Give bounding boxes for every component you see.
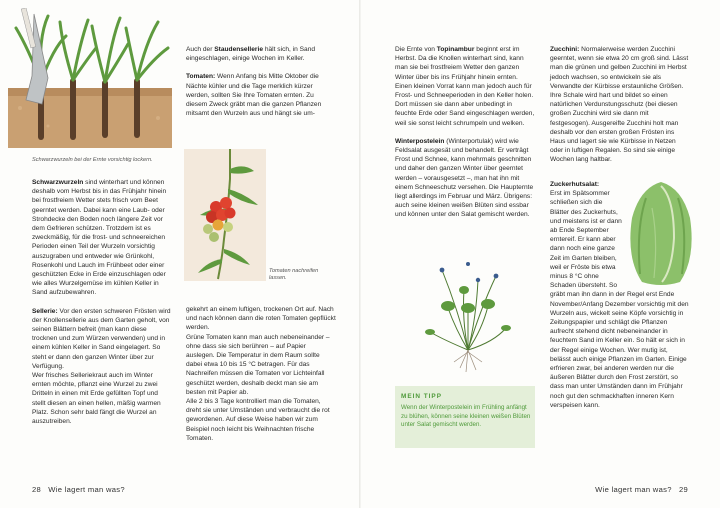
caption-tomaten: Tomaten nachreifen lassen. — [269, 268, 319, 281]
schwarzwurzel-illustration — [8, 8, 172, 154]
text-topinambur: beginnt erst im Herbst. Da die Knollen winterhart sind, kann man sie bei frostfreiem Wetter den ganzen Winter über bis ins Frühjahr hinein ernten. Einen kleinen Vorrat kann man jedoch auch für Frost- und Schneeperioden in den Keller holen. Dort müssen sie dann aber unbedingt in feuchte Erde oder Sand eingeschlagen werden, weil sie sonst leicht schrumpeln und welken. — [395, 46, 535, 127]
text-staudensellerie: hält sich, in Sand eingeschlagen, einige Wochen im Keller. — [186, 46, 316, 63]
text-sellerie-2: Wer frisches Selleriekraut auch im Winter ernten möchte, pflanzt eine Wurzel zu zwei Dritteln in einen mit Erde gefüllten Topf und stellt diesen an einen hellen, mäßig warmen Platz. Schon sehr bald fängt die Wurzel an auszutreiben. — [32, 372, 161, 426]
column-2-top — [186, 45, 336, 118]
heading-staudensellerie: Staudensellerie — [214, 46, 263, 53]
folio-right — [595, 485, 688, 494]
winterpostelein-plant-illustration — [418, 250, 518, 375]
heading-zucchini: Zucchini: — [550, 46, 580, 53]
text-zuckerhutsalat: Erst im Spätsommer schließen sich die Blätter des Zuckerhuts, und meistens ist er dann ab Ende September erntereif. Er kann aber dann noch eine ganze Zeit im Garten bleiben, weil er Fröste bis etwa minus 8 °C ohne Schaden übersteht. So gräbt man ihn dann in der Regel erst Ende November/Anfang Dezember vorsichtig mit den Wurzeln aus, wickelt seine Köpfe vorsichtig in Zeitungspapier und schlägt die Pflanzen aufrecht stehend dicht nebeneinander in feuchtem Sand im Keller ein. So hält er sich in der Regel einige Wochen. Wer mutig ist, belässt auch einige Pflanzen im Garten. Einige erfrieren zwar, bei anderen werden nur die äußeren Blätter durch den Frost zerstört, so dass man unter Umständen dann im Frühjahr noch gut den schmackhaften inneren Kern verspeisen kann. — [550, 190, 689, 409]
column-4 — [550, 45, 690, 165]
page-gutter — [359, 0, 361, 508]
tip-text: Wenn der Winterpostelein im Frühling anfängt zu blühen, können seine kleinen weißen Blüten unter Salat gemischt werden. — [401, 404, 531, 429]
text-tomaten-4: Alle 2 bis 3 Tage kontrolliert man die Tomaten, dreht sie unter Umständen und verbraucht die rot gewordenen. Auf diese Weise haben wir zum Beispiel noch leicht bis Weihnachten frische Tomaten. — [186, 398, 330, 442]
heading-schwarzwurzeln: Schwarzwurzeln — [32, 179, 84, 186]
page-number-right: 29 — [678, 485, 688, 494]
column-2-bottom — [186, 305, 336, 443]
tip-heading: MEIN TIPP — [401, 393, 442, 400]
running-title-right: Wie lagert man was? — [595, 485, 672, 494]
heading-zuckerhutsalat: Zuckerhutsalat: — [550, 181, 600, 188]
text-tomaten-3: Grüne Tomaten kann man auch nebeneinander – ohne dass sie sich berühren – auf Papier auslegen. Die Temperatur in dem Raum sollte dabei etwa 10 bis 15 °C betragen. Für das Nachreifen müssen die Tomaten vor Lichteinfall geschützt werden, deshalb deckt man sie am besten mit Papier ab. — [186, 333, 330, 396]
text-tomaten-2: gekehrt an einem luftigen, trockenen Ort auf. Nach und nach können dann die roten Tomaten gepflückt werden. — [186, 306, 336, 332]
text-zucchini: Normalerweise werden Zucchini geerntet, wenn sie etwa 20 cm groß sind. Lässt man die grünen und gelben Zucchini im Herbst jedoch wachsen, so entwickeln sie als Verwandte der Kürbisse erstaunliche Größen. Ihre Schale wird hart und bildet so einen natürlichen Verdunstungsschutz (bei diesen großen Zucchini wird sie dann mit festgesogen). Ausgereifte Zucchini holt man deshalb vor den ersten großen Frösten ins Haus und lagert sie wie Kürbisse in Netzen oder in luftigen Regalen. So sind sie einige Wochen lang haltbar. — [550, 46, 689, 164]
caption-schwarzwurzel: Schwarzwurzeln bei der Ernte vorsichtig lockern. — [32, 157, 153, 163]
text-tomaten: Wenn Anfang bis Mitte Oktober die Nächte kühler und die Tage merklich kürzer werden, sollten Sie Ihre Tomaten ernten. Zu diesem Zweck gräbt man die ganzen Pflanzen mitsamt den Wurzeln aus und hängt sie um- — [186, 73, 322, 118]
text-winterpostelein: (Winterportulak) wird wie Feldsalat ausgesät und behandelt. Er verträgt Frost und Schnee, kann mehrmals geschnitten und daher den ganzen Winter über geerntet werden – vorausgesetzt –, man hat ihn mit einem Schneeschutz versehen. Die Haupternte liegt allerdings im Februar und März. Übrigens: auch seine kleinen weißen Blüten sind essbar und können unter den Salat gemischt werden. — [395, 137, 534, 219]
column-1 — [32, 178, 172, 426]
heading-topinambur: Topinambur — [436, 46, 475, 53]
column-4-zuckerhut — [550, 180, 690, 410]
tomato-plant-illustration — [184, 149, 266, 281]
running-title-left: Wie lagert man was? — [48, 485, 125, 494]
tip-box — [395, 386, 535, 448]
page-number-left: 28 — [32, 485, 42, 494]
heading-winterpostelein: Winterpostelein — [395, 137, 445, 145]
column-3 — [395, 45, 535, 220]
heading-tomaten: Tomaten: — [186, 73, 216, 81]
text-stauden-intro: Auch der — [186, 46, 213, 53]
text-topi-intro: Die Ernte von — [395, 46, 435, 53]
folio-left — [32, 485, 125, 494]
heading-sellerie: Sellerie: — [32, 307, 58, 315]
text-sellerie: Vor den ersten schweren Frösten wird der Knollensellerie aus dem Garten geholt, von seinen Blättern befreit (man kann diese trocknen und zum Würzen verwenden) und in einem kühlen Keller in Sand eingelagert. So steht er dann den ganzen Winter über zur Verfügung. — [32, 307, 171, 370]
float-spacer — [622, 180, 690, 284]
text-schwarzwurzeln: sind winterhart und können deshalb vom Herbst bis in das Frühjahr hinein bei frostfreiem Wetter stets frisch vom Beet geerntet werden. Dabei kann eine Laub- oder Strohdecke den Boden noch längere Zeit vor dem Gefrieren schützen. Trotzdem ist es zweckmäßig, für die frost- und schneereichen Perioden einen Teil der Wurzeln vorsichtig auszugraben und entweder wie Grünkohl, Rosenkohl und Lauch im Frühbeet oder einer geschützten Ecke in Erde einzuschlagen oder wie alles Wurzelgemüse im kühlen Keller in Sand aufzubewahren. — [32, 179, 167, 297]
